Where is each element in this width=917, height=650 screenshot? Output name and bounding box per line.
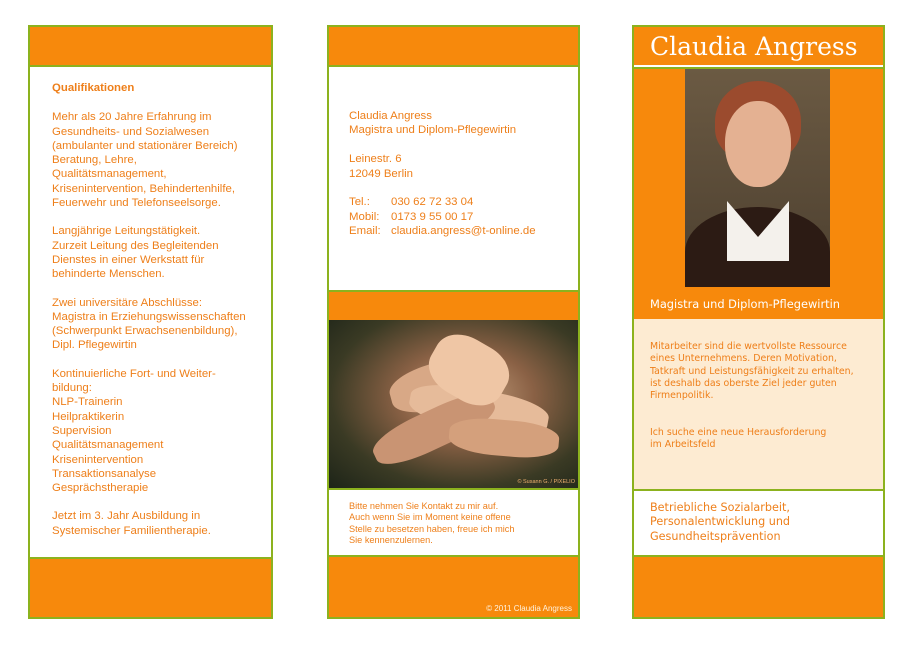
panel2-top-band [329,27,578,67]
qualifications-heading: Qualifikationen [52,82,135,94]
mobil-value: 0173 9 55 00 17 [391,210,474,223]
panel1-top-band [30,27,271,67]
mission-text: Mitarbeiter sind die wertvollste Ressource eines Unternehmens. Deren Motivation, Tatkraft und Leistungsfähigkeit zu erhalten, ist deshalb das oberste Ziel jeder guten Firmenpolitik. [650,341,854,402]
mobil-label: Mobil: [349,210,380,223]
cover-name: Claudia Angress [650,32,858,61]
contact-row-mobil [349,210,574,224]
panel3-bottom-band [634,555,883,617]
qualifications-content [52,81,267,552]
panel-contact [327,25,580,619]
portrait-photo [685,69,830,287]
mission-box [634,319,883,491]
contact-title: Magistra und Diplom-Pflegewirtin [349,124,517,137]
search-text: Ich suche eine neue Herausforderung im Arbeitsfeld [650,427,827,451]
panel2-middle-band [329,290,578,322]
panel1-bottom-band [30,557,271,617]
qualification-paragraph: Jetzt im 3. Jahr Ausbildung in Systemischer Familientherapie. [52,510,211,537]
contact-row-tel [349,195,574,209]
invitation-text: Bitte nehmen Sie Kontakt zu mir auf. Auch wenn Sie im Moment keine offene Stelle zu besetzen haben, freue ich mich Sie kennenzulernen. [349,501,515,545]
copyright: © 2011 Claudia Angress [486,604,572,613]
photo-credit: © Susann G. / PIXELIO [517,479,575,485]
hands-photo [329,320,578,490]
qualification-paragraph: Langjährige Leitungstätigkeit. Zurzeit Leitung des Begleitenden Dienstes in einer Werkstatt für behinderte Menschen. [52,225,219,281]
subtitle-band [634,291,883,321]
contact-street: Leinestr. 6 [349,153,402,166]
name-band [634,27,883,65]
qualification-paragraph: Mehr als 20 Jahre Erfahrung im Gesundheits- und Sozialwesen (ambulanter und stationärer Bereich) Beratung, Lehre, Qualitätsmanagement, Krisenintervention, Behindertenhilfe, Feuerwehr und Telefonseelsorge. [52,111,238,210]
tel-value: 030 62 72 33 04 [391,196,474,209]
contact-row-email [349,224,574,238]
work-fields: Betriebliche Sozialarbeit, Personalentwicklung und Gesundheitsprävention [650,501,791,543]
qualification-paragraph: Kontinuierliche Fort- und Weiter- bildung: NLP-Trainerin Heilpraktikerin Supervision Qualitätsmanagement Krisenintervention Transaktionsanalyse Gesprächstherapie [52,367,216,495]
cover-subtitle: Magistra und Diplom-Pflegewirtin [650,297,840,311]
panel-qualifications [28,25,273,619]
contact-block [349,109,574,239]
contact-city: 12049 Berlin [349,167,413,180]
qualification-paragraph: Zwei universitäre Abschlüsse: Magistra in Erziehungswissenschaften (Schwerpunkt Erwachsenenbildung), Dipl. Pflegewirtin [52,296,246,352]
panel-cover [632,25,885,619]
email-value: claudia.angress@t-online.de [391,225,536,238]
panel2-bottom-band [329,555,578,617]
contact-name: Claudia Angress [349,110,432,122]
tel-label: Tel.: [349,196,370,209]
email-label: Email: [349,225,381,238]
